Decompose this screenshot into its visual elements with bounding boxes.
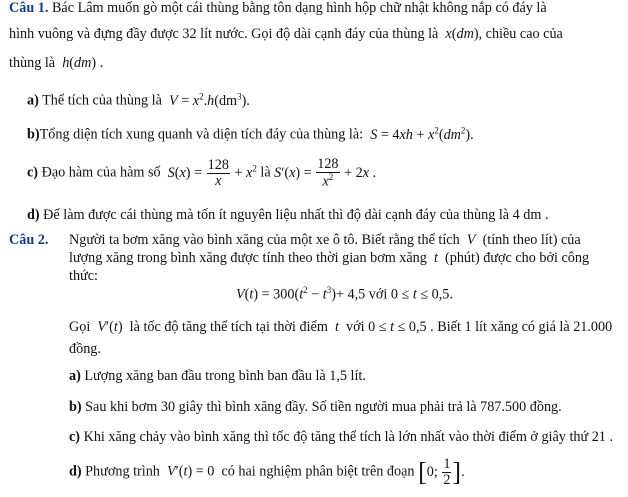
q1-item-c: [27, 157, 376, 190]
q2-formula: $V(t) = 300(t^2 - t^3)+ 4,5$ với 0 ≤ t ≤ 0,5.: [236, 285, 453, 303]
q2-stem-l2a: lượng xăng trong bình xăng được tính theo thời gian bơm xăng: [69, 250, 427, 266]
q1-b-text: Tổng diện tích xung quanh và diện tích đáy của thùng là:: [39, 126, 364, 143]
q1-var-x: x(dm): [445, 26, 479, 42]
q2-d-text-a: Phương trình: [85, 463, 160, 480]
q2-note-a: Gọi: [69, 319, 91, 335]
q2-a-label: a): [69, 368, 81, 384]
q2-note-line2: đồng.: [69, 341, 101, 357]
q1-c-label: c): [27, 164, 39, 181]
q2-line1: [69, 232, 581, 249]
q2-d-interval: [0; $\frac{1}{2}$ ].: [418, 456, 465, 488]
q2-b-text: Sau khi bơm 30 giây thì bình xăng đầy. Số tiền người mua phải trả là 787.500 đồng.: [85, 399, 562, 415]
q2-c-label: c): [69, 429, 81, 445]
q1-stem-l2b: , chiều cao của: [478, 26, 563, 42]
q2-c-text: Khi xăng chảy vào bình xăng thì tốc độ tăng thể tích là lớn nhất vào thời điểm ở giây thứ 21 .: [83, 429, 613, 445]
q1-a-label: a): [27, 92, 39, 109]
q1-c-deriv: S′(x) = $\frac{128}{x^2}$ + 2x .: [274, 156, 377, 190]
q2-item-d: d) Phương trình V′(t) = 0 có hai nghiệm phân biệt trên đoạn [0; $\frac{1}{2}$ ].: [69, 456, 465, 488]
q1-item-a: [27, 91, 250, 110]
q2-formula-end: ≤ 0,5.: [420, 286, 453, 303]
q1-item-b: [27, 125, 474, 144]
q2-note-c: với 0 ≤: [346, 319, 387, 335]
q2-d-label: d): [69, 463, 82, 480]
q2-item-b: [69, 399, 562, 416]
q1-line3: [9, 55, 103, 72]
q2-var-v: V: [466, 232, 476, 248]
q1-d-label: d): [27, 207, 40, 223]
q1-line2: [9, 26, 563, 43]
q1-b-formula: $S = 4xh + x^2(dm^2)$.: [370, 125, 474, 143]
q2-note-d: ≤ 0,5 . Biết 1 lít xăng có giá là 21.000: [397, 319, 613, 335]
q1-stem-l2a: hình vuông và đựng đầy được 32 lít nước. Gọi độ dài cạnh đáy của thùng là: [9, 26, 439, 42]
q2-item-a: [69, 368, 366, 385]
q2-formula-tail: + 4,5 với 0 ≤: [335, 286, 410, 303]
q1-var-h: h(dm) .: [62, 55, 104, 71]
q2-a-text: Lượng xăng ban đầu trong bình ban đầu là 1,5 lít.: [84, 368, 366, 384]
q2-var-t: t: [433, 250, 438, 266]
q2-note-line1: Gọi V′(t) là tốc độ tăng thể tích tại thời điểm t với 0 ≤ t ≤ 0,5 . Biết 1 lít xăng có giá là 21.000: [69, 319, 613, 335]
q2-stem-l1b: (tính theo lít) của: [482, 232, 581, 248]
q1-c-mid: là: [260, 164, 271, 181]
q2-line2: [69, 250, 589, 267]
q2-line3: thức:: [69, 268, 98, 284]
q1-label: Câu 1.: [9, 0, 49, 16]
q2-item-c: [69, 429, 613, 446]
q1-stem-l3: thùng là: [9, 55, 56, 71]
q1-stem-l1: Bác Lâm muốn gò một cái thùng bằng tôn dạng hình hộp chữ nhật không nắp có đáy là: [51, 0, 547, 16]
q1-a-text: Thể tích của thùng là: [42, 92, 162, 109]
q1-c-text: Đạo hàm của hàm số: [41, 164, 161, 181]
q1-line1: [9, 0, 547, 17]
q2-note-b: là tốc độ tăng thể tích tại thời điểm: [129, 319, 328, 335]
q1-item-d: [27, 207, 549, 224]
q2-label: Câu 2.: [9, 232, 49, 248]
q2-stem-l2b: (phút) được cho bởi công: [445, 250, 590, 266]
q2-b-label: b): [69, 399, 82, 415]
q2-d-text-b: có hai nghiệm phân biệt trên đoạn: [221, 463, 415, 480]
q1-a-formula: $V = x^2.h(dm^3)$.: [168, 91, 250, 109]
q1-c-func: S(x) = $\frac{128}{x}$ + $x^2$: [167, 156, 257, 189]
q1-b-label: b): [27, 126, 40, 143]
q2-stem-l1a: Người ta bơm xăng vào bình xăng của một xe ô tô. Biết rằng thể tích: [69, 232, 460, 248]
q1-d-text: Để làm được cái thùng mà tốn ít nguyên liệu nhất thì độ dài cạnh đáy của thùng là 4 dm .: [43, 207, 549, 223]
